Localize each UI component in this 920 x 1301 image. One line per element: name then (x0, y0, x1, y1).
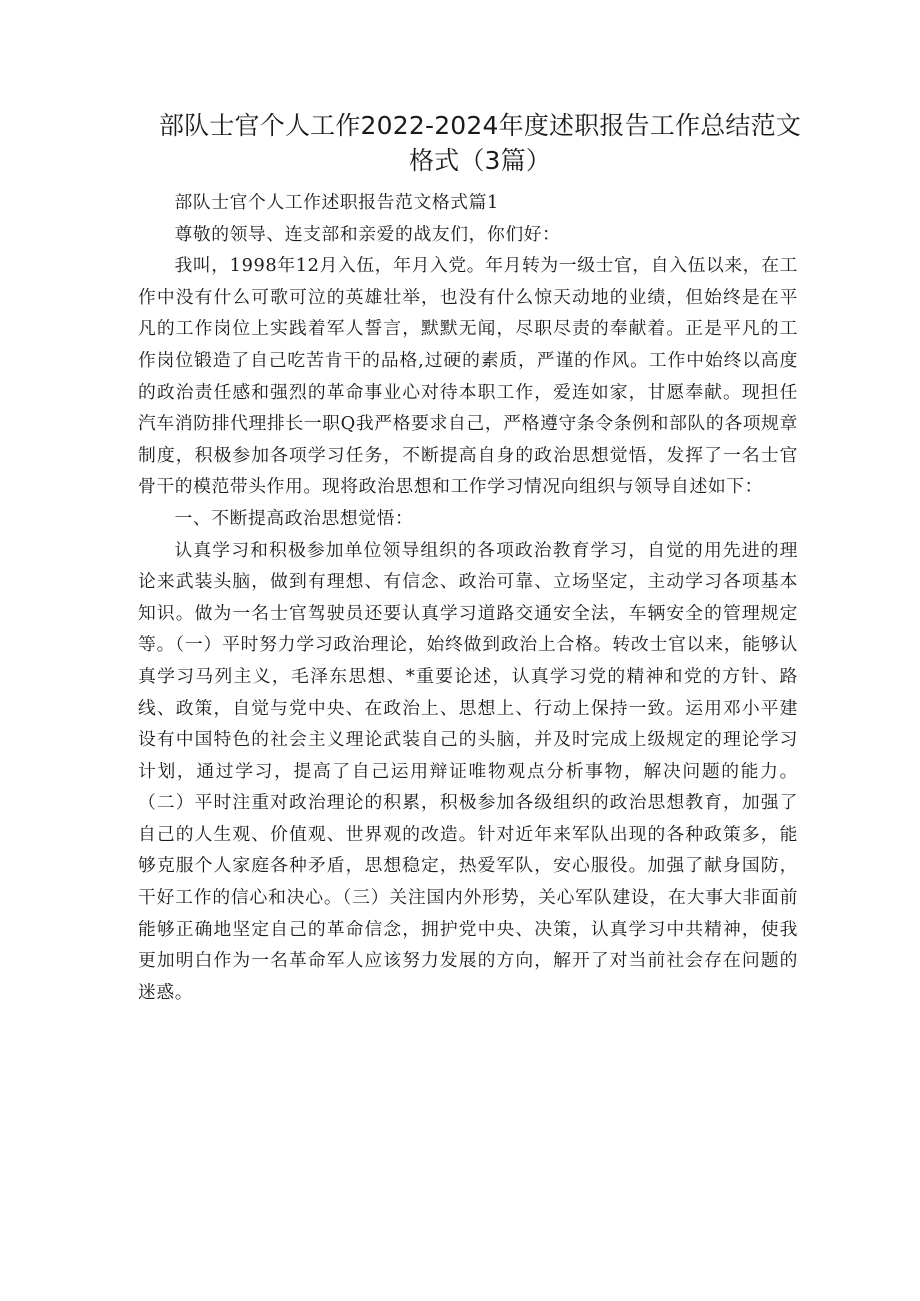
body-paragraph: 认真学习和积极参加单位领导组织的各项政治教育学习，自觉的用先进的理论来武装头脑，做到有理想、有信念、政治可靠、立场坚定，主动学习各项基本知识。做为一名士官驾驶员还要认真学习道路交通安全法，车辆安全的管理规定等。（一）平时努力学习政治理论，始终做到政治上合格。转改士官以来，能够认真学习马列主义，毛泽东思想、*重要论述，认真学习党的精神和党的方针、路线、政策，自觉与党中央、在政治上、思想上、行动上保持一致。运用邓小平建设有中国特色的社会主义理论武装自己的头脑，并及时完成上级规定的理论学习计划，通过学习，提高了自己运用辩证唯物观点分析事物，解决问题的能力。（二）平时注重对政治理论的积累，积极参加各级组织的政治思想教育，加强了自己的人生观、价值观、世界观的改造。针对近年来军队出现的各种政策多，能够克服个人家庭各种矛盾，思想稳定，热爱军队，安心服役。加强了献身国防，干好工作的信心和决心。（三）关注国内外形势，关心军队建设，在大事大非面前能够正确地坚定自己的革命信念，拥护党中央、决策，认真学习中共精神，使我更加明白作为一名革命军人应该努力发展的方向，解开了对当前社会存在问题的迷惑。 (138, 539, 798, 1003)
body-paragraph: 我叫，1998年12月入伍，年月入党。年月转为一级士官，自入伍以来，在工作中没有什么可歌可泣的英雄壮举，也没有什么惊天动地的业绩，但始终是在平凡的工作岗位上实践着军人誓言，默默无闻，尽职尽责的奉献着。正是平凡的工作岗位锻造了自己吃苦肯干的品格,过硬的素质，严谨的作风。工作中始终以高度的政治责任感和强烈的革命事业心对待本职工作，爱连如家，甘愿奉献。现担任汽车消防排代理排长一职Q我严格要求自己，严格遵守条令条例和部队的各项规章制度，积极参加各项学习任务，不断提高自身的政治思想觉悟，发挥了一名士官骨干的模范带头作用。现将政治思想和工作学习情况向组织与领导自述如下： (138, 255, 798, 498)
section-heading: 部队士官个人工作述职报告范文格式篇1 (174, 192, 499, 213)
subsection-heading: 一、不断提高政治思想觉悟： (174, 507, 414, 529)
salutation: 尊敬的领导、连支部和亲爱的战友们，你们好： (174, 223, 561, 245)
document-title: 部队士官个人工作2022-2024年度述职报告工作总结范文格式（3篇） (158, 111, 802, 175)
document-body (138, 187, 798, 1008)
